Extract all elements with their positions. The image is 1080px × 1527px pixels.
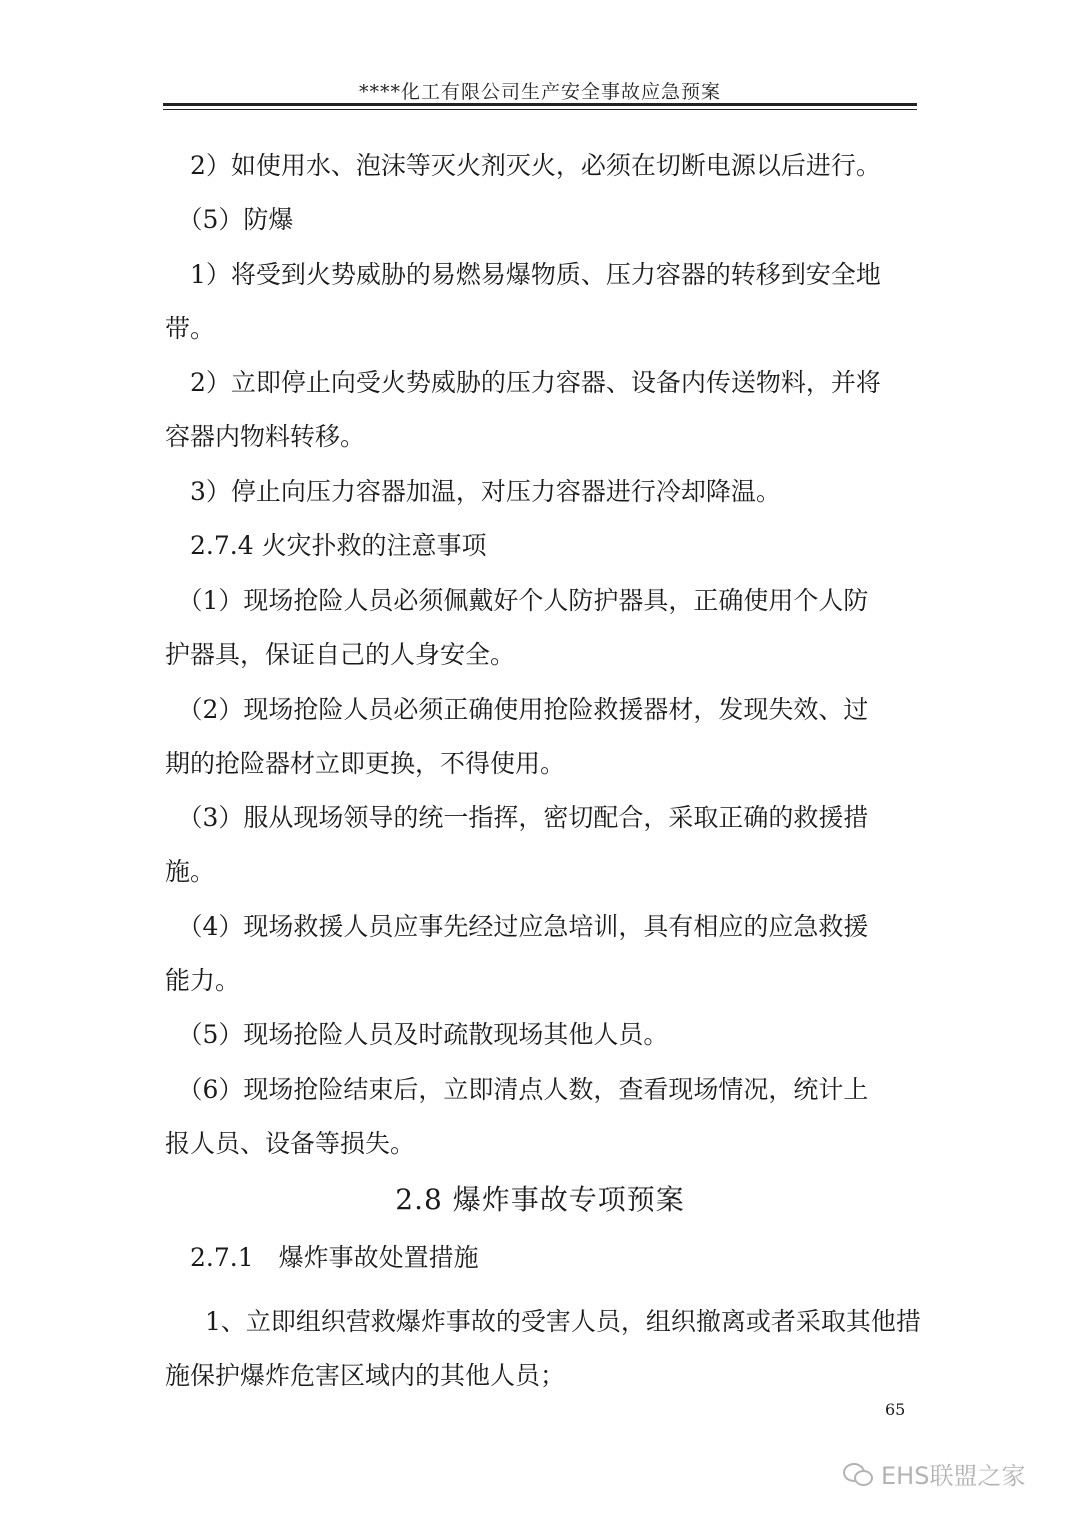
- paragraph-line: 2.7.4 火灾扑救的注意事项: [165, 531, 487, 560]
- page-header: ****化工有限公司生产安全事故应急预案: [358, 81, 721, 103]
- paragraph-line: 带。: [165, 314, 216, 343]
- paragraph: [165, 1295, 921, 1403]
- paragraph-line: （2）现场抢险人员必须正确使用抢险救援器材，发现失效、过: [165, 695, 869, 724]
- paragraph: [165, 574, 917, 682]
- paragraph-line: （5）防爆: [165, 205, 294, 234]
- paragraph: [165, 193, 917, 247]
- paragraph-line: 2.7.1 爆炸事故处置措施: [165, 1243, 479, 1272]
- watermark: [843, 1456, 1025, 1491]
- paragraph-line: 报人员、设备等损失。: [165, 1129, 416, 1158]
- subsection-heading: [165, 1231, 917, 1285]
- watermark-text: EHS联盟之家: [881, 1462, 1026, 1490]
- paragraph-line: （3）服从现场领导的统一指挥，密切配合，采取正确的救援措: [165, 803, 869, 832]
- paragraph-line: 3）停止向压力容器加温，对压力容器进行冷却降温。: [165, 477, 781, 506]
- paragraph: [165, 683, 917, 791]
- paragraph-line: 能力。: [165, 966, 241, 995]
- paragraph-line: 施。: [165, 857, 216, 886]
- paragraph-line: （4）现场救援人员应事先经过应急培训，具有相应的应急救援: [165, 912, 869, 941]
- section-title: 2.8 爆炸事故专项预案: [395, 1183, 685, 1216]
- header-rule-thin: [163, 109, 917, 110]
- paragraph: [165, 1063, 917, 1171]
- wechat-icon: [843, 1462, 873, 1486]
- paragraph-line: （6）现场抢险结束后，立即清点人数，查看现场情况，统计上: [165, 1075, 869, 1104]
- paragraph: [165, 465, 917, 519]
- paragraph-line: 容器内物料转移。: [165, 422, 366, 451]
- paragraph: [165, 356, 917, 464]
- paragraph-line: 施保护爆炸危害区域内的其他人员；: [165, 1361, 566, 1390]
- paragraph: [165, 791, 917, 899]
- subsection-heading: [165, 519, 917, 573]
- paragraph: [165, 900, 917, 1008]
- paragraph-line: 2）立即停止向受火势威胁的压力容器、设备内传送物料，并将: [165, 368, 881, 397]
- paragraph-line: 1、立即组织营救爆炸事故的受害人员，组织撤离或者采取其他措: [180, 1307, 921, 1336]
- paragraph-line: （1）现场抢险人员必须佩戴好个人防护器具，正确使用个人防: [165, 586, 869, 615]
- paragraph-line: 2）如使用水、泡沫等灭火剂灭火，必须在切断电源以后进行。: [165, 151, 881, 180]
- paragraph: [165, 248, 917, 356]
- paragraph: [165, 139, 917, 193]
- paragraph: [165, 1008, 917, 1062]
- header-rule-thick: [163, 103, 917, 106]
- page-number: 65: [885, 1400, 906, 1419]
- paragraph-line: 1）将受到火势威胁的易燃易爆物质、压力容器的转移到安全地: [165, 260, 881, 289]
- paragraph-line: 护器具，保证自己的人身安全。: [165, 640, 516, 669]
- paragraph-line: （5）现场抢险人员及时疏散现场其他人员。: [165, 1020, 669, 1049]
- paragraph-line: 期的抢险器材立即更换，不得使用。: [165, 749, 566, 778]
